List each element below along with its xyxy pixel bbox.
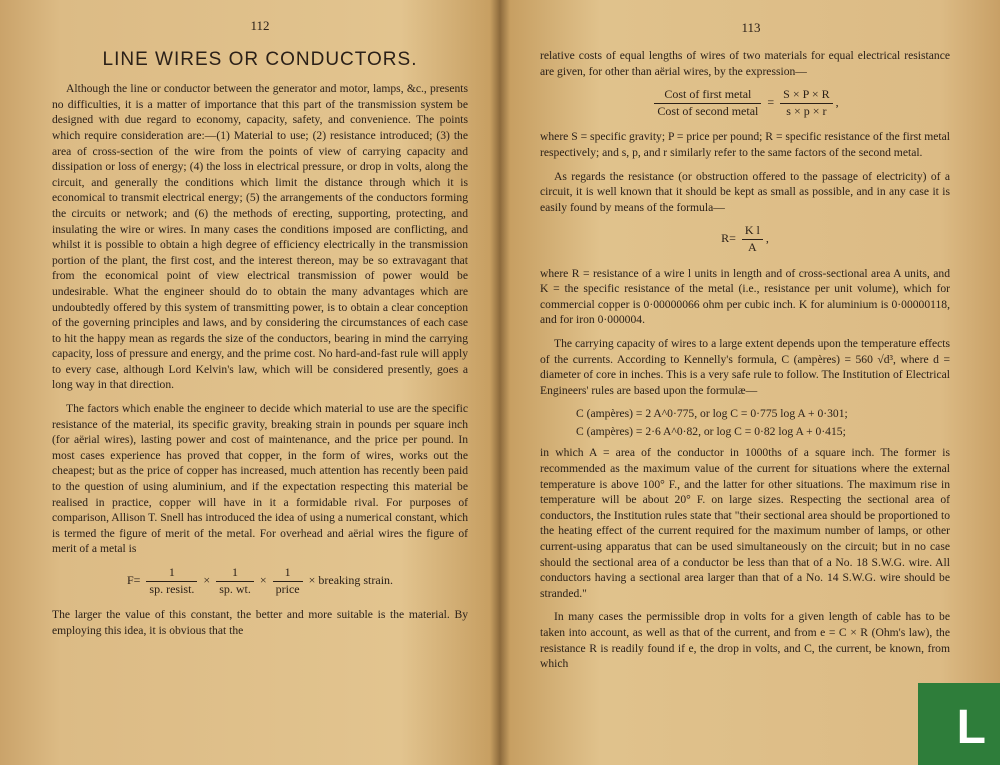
paragraph-intro: Although the line or conductor between the generator and motor, lamps, &c., presents no difficulties, it is a matter of importance that this part of the transmission system be designed with due regard to economy, capacity, safety, and convenience. The points which require consideration are:—(1) Material to use; (2) resistance introduced; (3) the area of cross-section of the wire from the points of view of carrying capacity and dissipation or loss of energy; (4) the loss in electrical pressure, or drop in volts, along the circuit, and generally the conditions which limit the distance through which it is economical to transmit electrical energy; (5) the arrangements of the conductors forming the circuits or network; and (6) the methods of erecting, supporting, protecting, and insulating the wire or wires. In many cases the conditions imposed are conflicting, and whilst it is possible to obtain a high degree of efficiency electrically in the transmission portion of the plant, the first cost, and the interest thereon, may be so extravagant that from the economical point of view electrical transmission of power would be undesirable. What the engineer should do to obtain the many advantages which are undoubtedly offered by this system of transmitting power, is to obtain a clear conception of the governing principles and laws, and by considering the circumstances of each case to hit the happy mean as regards the size of the conductors, bearing in mind the carrying capacity, loss of pressure and energy, and the prime cost. No hard-and-fast rule will apply to every case, although Lord Kelvin's law, which will be considered presently, goes a long way in that direction. [52, 82, 468, 392]
page-number-left: 112 [250, 18, 270, 33]
times-sign: × [203, 572, 211, 587]
watermark-logo-icon: L [956, 701, 986, 754]
fraction-cost [654, 87, 761, 119]
formula-tail: × breaking strain. [308, 572, 394, 587]
fraction-resist [146, 565, 197, 597]
paragraph-closing: The larger the value of this constant, the better and more suitable is the material. By employing this idea, it is obvious that the [52, 608, 468, 637]
paragraph-resistance: As regards the resistance (or obstruction offered to the passage of electricity) of a circuit, it is well known that it should be kept as small as possible, and in any case it is easily found by means of the formula— [540, 169, 950, 214]
figure-of-merit-formula [52, 565, 468, 597]
paragraph-relative-costs: relative costs of equal lengths of wires of two materials for equal electrical resistance are given, for other than aërial wires, by the expression— [540, 49, 950, 78]
fraction-denominator: sp. wt. [219, 581, 251, 596]
right-page [502, 0, 1000, 765]
fraction-denominator: price [275, 581, 300, 596]
cost-formula [540, 87, 950, 119]
fraction-factors [780, 87, 832, 119]
fraction-numerator: 1 [216, 565, 254, 582]
paragraph-institution-rules: in which A = area of the conductor in 1000ths of a square inch. The former is recommended as the maximum value of the current for situations where the external temperature is above 100° F., and the latter for other situations. The maximum rise in temperature will be about 20° F. on large sizes. Respecting the sectional area of conductors, the Institution rules state that "their sectional area should be proportioned to the heating effect of the current required for the maximum number of lamps, or other current-using apparatus that can be used simultaneously on the circuit; but in no case should the sectional area of a conductor be less than that of a No. 18 S.W.G. wire. All conductors having a sectional area larger than that of a No. 14 S.W.G. wire should be stranded." [540, 446, 950, 600]
paragraph-factors: The factors which enable the engineer to decide which material to use are the specific resistance of the material, its specific gravity, breaking strain in pounds per square inch (for aërial wires), lasting power and cost of maintenance, and the price per pound. In most cases experience has proved that copper, in the form of wires, works out the cheapest; but as the price of copper has increased, much attention has recently been paid to the question of using aluminium, and if the expectation respecting this material be realised in practice, copper will have in it a formidable rival. For purposes of comparison, Allison T. Snell has introduced the idea of using a numerical constant, which is termed the figure of merit of the metal. For overhead and aërial wires the figure of merit of a metal is [52, 402, 468, 556]
fraction-numerator: 1 [146, 565, 197, 582]
fraction-denominator: Cost of second metal [657, 103, 759, 118]
chapter-title: LINE WIRES OR CONDUCTORS. [102, 48, 418, 70]
page-number-right: 113 [741, 20, 761, 35]
fraction-numerator: Cost of first metal [654, 87, 761, 104]
watermark-badge [918, 683, 1000, 765]
fraction-kl-a [742, 223, 763, 255]
formula-comma: , [835, 95, 839, 110]
equals-sign: = [767, 95, 775, 110]
resistance-formula [540, 223, 950, 255]
fraction-denominator: sp. resist. [149, 581, 195, 596]
equation-line-1: C (ampères) = 2 A^0·775, or log C = 0·775 log A + 0·301; [576, 407, 848, 421]
paragraph-voltage-drop: In many cases the permissible drop in volts for a given length of cable has to be taken into account, as well as that of the current, and from e = C × R (Ohm's law), the resistance R is readily found if e, the drop in volts, and C, the current, be known, from which [540, 610, 950, 671]
times-sign: × [259, 572, 267, 587]
fraction-weight [216, 565, 254, 597]
paragraph-definitions: where R = resistance of a wire l units in length and of cross-sectional area A units, and K = the specific resistance of the metal (i.e., resistance per unit volume), which for commercial copper is 0·00000066 ohm per cubic inch. K for aluminium is 0·00000118, and for iron 0·000004. [540, 266, 950, 327]
formula-lhs: F= [126, 572, 141, 587]
paragraph-where: where S = specific gravity; P = price per pound; R = specific resistance of the first metal respectively; and s, p, and r similarly refer to the same factors of the second metal. [540, 130, 950, 159]
left-page [0, 0, 498, 765]
fraction-denominator: s × p × r [786, 103, 827, 118]
equation-line-2: C (ampères) = 2·6 A^0·82, or log C = 0·82 log A + 0·415; [576, 424, 846, 438]
formula-comma: , [765, 231, 769, 246]
fraction-price [273, 565, 303, 597]
fraction-numerator: S × P × R [780, 87, 832, 104]
paragraph-carrying-capacity: The carrying capacity of wires to a large extent depends upon the temperature effects of the currents. According to Kennelly's formula, C (ampères) = 560 √d³, where d = diameter of core in inches. This is a very safe rule to follow. The Institution of Electrical Engineers' rules are based upon the formulæ— [540, 336, 950, 397]
formula-lhs: R= [721, 231, 736, 246]
fraction-numerator: 1 [273, 565, 303, 582]
fraction-numerator: K l [742, 223, 763, 240]
fraction-denominator: A [748, 239, 757, 254]
